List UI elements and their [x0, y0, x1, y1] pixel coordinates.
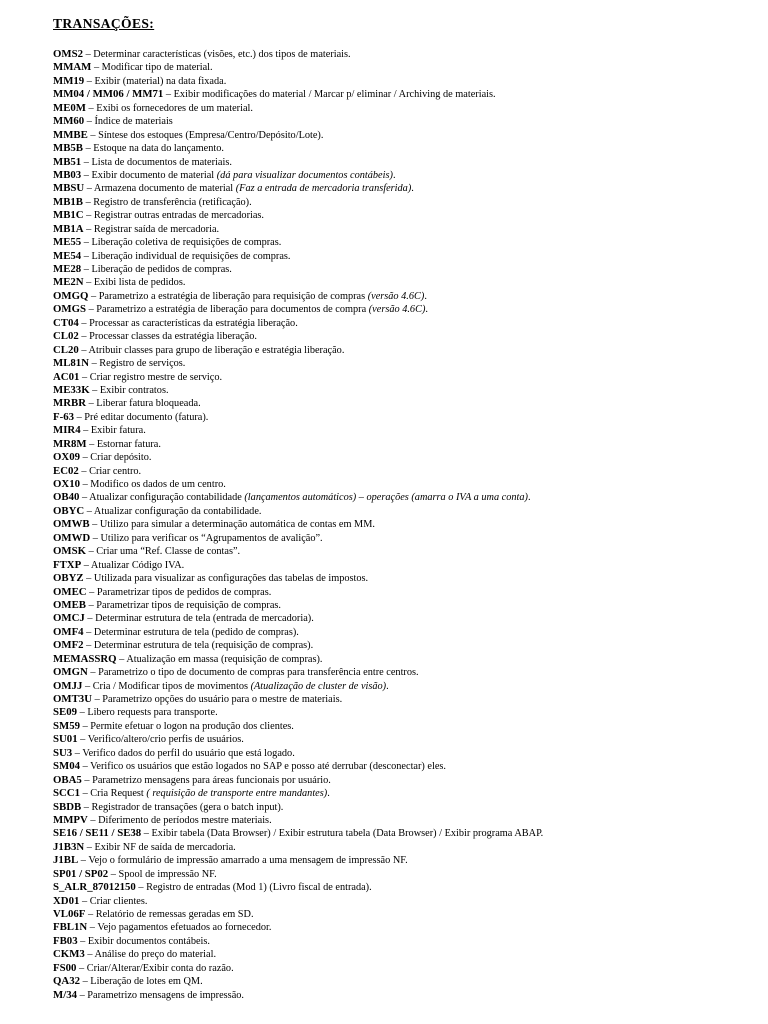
transaction-code: SE16 / SE11 / SE38	[53, 827, 142, 840]
transaction-description: – Processar classes da estratégia liberação.	[78, 331, 257, 343]
transaction-description-note: (lançamentos automáticos) – operações (amarra o IVA a uma conta)	[244, 492, 528, 504]
transaction-description: – Criar clientes.	[79, 895, 148, 907]
transaction-entry	[53, 397, 753, 410]
transaction-code: CKM3	[53, 948, 85, 961]
transaction-description: – Verifico/altero/crio perfis de usuários.	[77, 734, 244, 746]
transaction-code: SBDB	[53, 800, 82, 813]
transaction-description: – Diferimento de períodos mestre materiais.	[87, 814, 272, 826]
transaction-description: – Atualizar Código IVA.	[81, 559, 185, 571]
transaction-description: – Parametrizar tipos de pedidos de compras.	[86, 586, 272, 598]
transaction-entry	[53, 491, 753, 504]
transaction-code: OMWB	[53, 518, 90, 531]
transaction-entry	[53, 465, 753, 478]
transaction-code: SU3	[53, 746, 73, 759]
transaction-entry	[53, 612, 753, 625]
transaction-entry	[53, 908, 753, 921]
transaction-description: – Exibir documentos contábeis.	[77, 935, 210, 947]
transaction-code: OMSK	[53, 545, 86, 558]
transaction-entry	[53, 572, 753, 585]
transaction-description: – Pré editar documento (fatura).	[74, 411, 209, 423]
transaction-code: ME28	[53, 263, 82, 275]
transaction-entry	[53, 626, 753, 639]
transaction-description: – Parametrizo mensagens de impressão.	[77, 989, 244, 1001]
transaction-code: OB40	[53, 491, 80, 504]
transaction-description: – Parametrizar tipos de requisição de compras.	[86, 599, 281, 611]
transaction-description: – Liberação individual de requisições de compras.	[81, 250, 291, 262]
transaction-entry	[53, 921, 753, 934]
transaction-description: – Liberação de pedidos de compras.	[81, 264, 232, 275]
transaction-entry	[53, 290, 753, 303]
transaction-entry	[53, 962, 753, 975]
transaction-entry	[53, 129, 753, 142]
transaction-list	[53, 48, 753, 1002]
transaction-description: – Estoque na data do lançamento.	[83, 143, 224, 155]
transaction-description: – Criar centro.	[78, 465, 142, 477]
transaction-description: – Libero requests para transporte.	[77, 707, 218, 719]
transaction-code: OMJJ	[53, 679, 83, 692]
transaction-description: – Utilizo para simular a determinação automática de contas em MM.	[89, 519, 375, 531]
transaction-entry	[53, 102, 753, 115]
transaction-code: OBYZ	[53, 572, 84, 585]
transaction-code: J1B3N	[53, 840, 85, 853]
transaction-entry	[53, 895, 753, 908]
transaction-description: – Atribuir classes para grupo de liberação e estratégia liberação.	[78, 344, 345, 356]
transaction-entry	[53, 854, 753, 867]
transaction-entry	[53, 720, 753, 733]
transaction-entry	[53, 156, 753, 169]
transaction-description-end: .	[411, 183, 414, 195]
transaction-entry	[53, 250, 753, 263]
transaction-code: MB1B	[53, 195, 83, 208]
transaction-code: MM04 / MM06 / MM71	[53, 88, 164, 101]
transaction-description: – Registrador de transações (gera o batch input).	[81, 801, 284, 813]
transaction-description: – Parametrizo o tipo de documento de compras para transferência entre centros.	[87, 667, 419, 679]
transaction-description-end: .	[392, 169, 396, 181]
transaction-code: ME33K	[53, 383, 90, 396]
transaction-entry	[53, 75, 753, 88]
transaction-description: – Determinar características (visões, etc.) dos tipos de materiais.	[83, 49, 351, 60]
transaction-code: OMWD	[53, 531, 91, 544]
transaction-code: SM59	[53, 719, 80, 732]
transaction-description: – Análise do preço do material.	[84, 949, 217, 961]
transaction-entry	[53, 559, 753, 572]
transaction-description: – Registrar saída de mercadoria.	[83, 223, 220, 235]
transaction-description-end: .	[386, 680, 389, 692]
transaction-code: F-63	[53, 410, 74, 423]
transaction-code: OBA5	[53, 773, 82, 786]
transaction-description: – Criar/Alterar/Exibir conta do razão.	[76, 962, 234, 974]
transaction-description: – Exibi os fornecedores de um material.	[85, 102, 253, 114]
transaction-code: MMPV	[53, 813, 88, 826]
transaction-code: OMF2	[53, 639, 84, 652]
transaction-entry	[53, 881, 753, 894]
transaction-entry	[53, 451, 753, 464]
transaction-code: MEMASSRQ	[53, 652, 117, 665]
transaction-entry	[53, 935, 753, 948]
transaction-description: – Parametrizo a estratégia de liberação para requisição de compras	[88, 290, 368, 302]
transaction-description: – Registrar outras entradas de mercadorias.	[83, 210, 265, 222]
transaction-description: – Lista de documentos de materiais.	[81, 156, 232, 168]
transaction-description-end: .	[424, 290, 427, 302]
transaction-code: ME2N	[53, 276, 84, 289]
transaction-entry	[53, 263, 753, 276]
transaction-code: OMT3U	[53, 693, 92, 705]
transaction-entry	[53, 48, 753, 61]
transaction-code: MB51	[53, 155, 82, 168]
transaction-code: OMGQ	[53, 289, 89, 302]
transaction-description: – Registro de transferência (retificação).	[83, 196, 252, 208]
transaction-description: – Verifico os usuários que estão logados no SAP e posso até derrubar (desconectar) eles.	[80, 761, 447, 773]
transaction-code: MB1C	[53, 209, 84, 222]
transaction-entry	[53, 371, 753, 384]
transaction-entry	[53, 518, 753, 531]
transaction-code: MB1A	[53, 222, 84, 235]
transaction-code: AC01	[53, 370, 80, 383]
transaction-code: MMBE	[53, 128, 88, 141]
transaction-description: – Exibir documento de material	[81, 169, 217, 181]
transaction-code: SCC1	[53, 787, 80, 800]
transaction-description: – Registro de serviços.	[89, 358, 186, 370]
transaction-entry	[53, 989, 753, 1002]
transaction-description: – Exibir tabela (Data Browser) / Exibir estrutura tabela (Data Browser) / Exibir programa ABAP.	[141, 828, 544, 840]
transaction-code: FS00	[53, 961, 77, 974]
transaction-code: ME0M	[53, 101, 86, 114]
transaction-code: CL02	[53, 330, 79, 343]
transaction-code: ME54	[53, 249, 82, 262]
transaction-description-note: (versão 4.6C)	[367, 290, 425, 302]
transaction-description: – Utilizo para verificar os “Agrupamentos de avalição”.	[90, 532, 323, 544]
transaction-code: XD01	[53, 894, 80, 907]
transaction-entry	[53, 411, 753, 424]
transaction-code: VL06F	[53, 908, 86, 920]
transaction-code: MMAM	[53, 61, 92, 74]
transaction-code: OMF4	[53, 625, 84, 638]
transaction-description: – Exibir modificações do material / Marcar p/ eliminar / Archiving de materiais.	[163, 89, 496, 101]
transaction-description: – Criar uma “Ref. Classe de contas”.	[86, 546, 241, 558]
transaction-entry	[53, 693, 753, 706]
transaction-code: MR8M	[53, 437, 87, 450]
transaction-code: CT04	[53, 316, 79, 329]
transaction-entry	[53, 169, 753, 182]
transaction-entry	[53, 814, 753, 827]
transaction-description-end: .	[527, 492, 531, 504]
transaction-entry	[53, 142, 753, 155]
transaction-code: MB5B	[53, 142, 83, 155]
transaction-entry	[53, 384, 753, 397]
transaction-description: – Síntese dos estoques (Empresa/Centro/Depósito/Lote).	[87, 129, 324, 141]
transaction-description-note: ( requisição de transporte entre mandantes)	[146, 788, 328, 800]
transaction-description: – Processar as características da estratégia liberação.	[78, 317, 298, 329]
transaction-description: – Índice de materiais	[84, 116, 173, 128]
transaction-code: OBYC	[53, 504, 85, 517]
transaction-description: – Atualizar configuração da contabilidade.	[84, 505, 262, 517]
transaction-description: – Vejo o formulário de impressão amarrado a uma mensagem de impressão NF.	[78, 855, 408, 867]
transaction-code: FBL1N	[53, 921, 88, 934]
transaction-description: – Spool de impressão NF.	[108, 868, 217, 880]
transaction-entry	[53, 586, 753, 599]
transaction-entry	[53, 344, 753, 357]
transaction-code: SE09	[53, 706, 78, 719]
transaction-description: – Estornar fatura.	[86, 438, 161, 450]
transaction-code: OX09	[53, 451, 80, 464]
transaction-entry	[53, 424, 753, 437]
transaction-code: S_ALR_87012150	[53, 881, 136, 894]
transaction-code: OMGN	[53, 666, 88, 679]
transaction-description: – Exibir contratos.	[89, 384, 169, 396]
transaction-entry	[53, 182, 753, 195]
transaction-code: MM19	[53, 74, 85, 87]
transaction-entry	[53, 801, 753, 814]
transaction-description: – Registro de entradas (Mod 1) (Livro fiscal de entrada).	[135, 882, 372, 894]
transaction-entry	[53, 303, 753, 316]
transaction-entry	[53, 88, 753, 101]
transaction-entry	[53, 868, 753, 881]
transaction-entry	[53, 196, 753, 209]
transaction-entry	[53, 438, 753, 451]
transaction-description: – Liberar fatura bloqueada.	[86, 398, 201, 410]
transaction-entry	[53, 733, 753, 746]
transaction-description-note: (versão 4.6C)	[368, 304, 426, 316]
transaction-code: MB03	[53, 168, 82, 181]
transaction-description: – Parametrizo a estratégia de liberação para documentos de compra	[86, 304, 369, 316]
transaction-description: – Exibir (material) na data fixada.	[84, 75, 227, 87]
transaction-entry	[53, 666, 753, 679]
transaction-entry	[53, 330, 753, 343]
transaction-entry	[53, 841, 753, 854]
transaction-code: MBSU	[53, 182, 85, 195]
transaction-entry	[53, 760, 753, 773]
transaction-entry	[53, 505, 753, 518]
transaction-code: OMS2	[53, 48, 83, 60]
transaction-description-end: .	[327, 788, 330, 800]
transaction-entry	[53, 478, 753, 491]
transaction-code: CL20	[53, 343, 79, 356]
transaction-description-note: (Faz a entrada de mercadoria transferida)	[235, 183, 412, 195]
transaction-code: SU01	[53, 733, 78, 746]
transaction-entry	[53, 236, 753, 249]
transaction-code: OX10	[53, 478, 80, 490]
transaction-entry	[53, 223, 753, 236]
transaction-code: J1BL	[53, 854, 79, 867]
transaction-description-end: .	[425, 304, 428, 316]
transaction-description: – Armazena documento de material	[84, 183, 236, 195]
transaction-code: MIR4	[53, 424, 81, 437]
transaction-code: OMEC	[53, 585, 87, 598]
transaction-code: SP01 / SP02	[53, 867, 109, 880]
transaction-description-note: (dá para visualizar documentos contábeis)	[216, 169, 393, 181]
transaction-description: – Determinar estrutura de tela (requisição de compras).	[83, 640, 314, 652]
transaction-entry	[53, 747, 753, 760]
transaction-code: ML81N	[53, 357, 89, 370]
transaction-description: – Cria / Modificar tipos de movimentos	[82, 680, 251, 692]
transaction-description: – Liberação de lotes em QM.	[80, 976, 203, 988]
transaction-entry	[53, 774, 753, 787]
transaction-description: – Parametrizo opções do usuário para o mestre de materiais.	[92, 694, 343, 705]
transaction-description: – Determinar estrutura de tela (entrada de mercadoria).	[84, 613, 314, 625]
transaction-description: – Liberação coletiva de requisições de compras.	[81, 237, 282, 249]
transaction-description: – Atualizar configuração contabilidade	[79, 492, 245, 504]
transaction-code: OMCJ	[53, 612, 85, 625]
transaction-entry	[53, 653, 753, 666]
transaction-description: – Exibi lista de pedidos.	[83, 277, 186, 289]
transaction-code: OMEB	[53, 598, 86, 611]
transaction-description: – Exibir NF de saída de mercadoria.	[84, 841, 236, 853]
transaction-code: FB03	[53, 934, 78, 947]
transaction-description: – Exibir fatura.	[80, 425, 146, 437]
transaction-entry	[53, 276, 753, 289]
transaction-code: ME55	[53, 236, 82, 249]
transaction-entry	[53, 209, 753, 222]
transaction-description-note: (Atualização de cluster de visão)	[250, 680, 387, 692]
transaction-entry	[53, 787, 753, 800]
transaction-code: QA32	[53, 975, 80, 988]
transaction-description: – Determinar estrutura de tela (pedido de compras).	[83, 626, 299, 638]
transaction-entry	[53, 545, 753, 558]
transaction-description: – Verifico dados do perfil do usuário que está logado.	[72, 747, 295, 759]
transaction-code: EC02	[53, 464, 79, 477]
transaction-entry	[53, 639, 753, 652]
transaction-entry	[53, 115, 753, 128]
transaction-description: – Criar depósito.	[80, 452, 152, 464]
transaction-entry	[53, 680, 753, 693]
transaction-code: MM60	[53, 115, 85, 128]
transaction-description: – Criar registro mestre de serviço.	[79, 371, 223, 383]
document-title: TRANSAÇÕES:	[53, 16, 155, 31]
transaction-entry	[53, 948, 753, 961]
transaction-description: – Modifico os dados de um centro.	[80, 479, 226, 490]
transaction-code: OMGS	[53, 303, 86, 316]
transaction-entry	[53, 706, 753, 719]
transaction-description: – Vejo pagamentos efetuados ao fornecedor.	[87, 922, 272, 934]
transaction-description: – Parametrizo mensagens para áreas funcionais por usuário.	[81, 774, 331, 786]
transaction-description: – Modificar tipo de material.	[91, 62, 213, 74]
transaction-code: MRBR	[53, 397, 86, 410]
transaction-description: – Permite efetuar o logon na produção dos clientes.	[80, 720, 294, 732]
transaction-code: M/34	[53, 988, 77, 1001]
transaction-description: – Utilizada para visualizar as configurações das tabelas de impostos.	[83, 573, 369, 585]
transaction-entry	[53, 357, 753, 370]
document-page	[53, 14, 753, 1002]
transaction-entry	[53, 317, 753, 330]
transaction-entry	[53, 599, 753, 612]
transaction-description: – Atualização em massa (requisição de compras).	[116, 653, 323, 665]
transaction-entry	[53, 61, 753, 74]
transaction-description: – Cria Request	[80, 788, 147, 800]
transaction-description: – Relatório de remessas geradas em SD.	[85, 909, 254, 920]
transaction-entry	[53, 532, 753, 545]
transaction-entry	[53, 827, 753, 840]
transaction-code: FTXP	[53, 558, 82, 571]
transaction-entry	[53, 975, 753, 988]
transaction-code: SM04	[53, 760, 80, 773]
